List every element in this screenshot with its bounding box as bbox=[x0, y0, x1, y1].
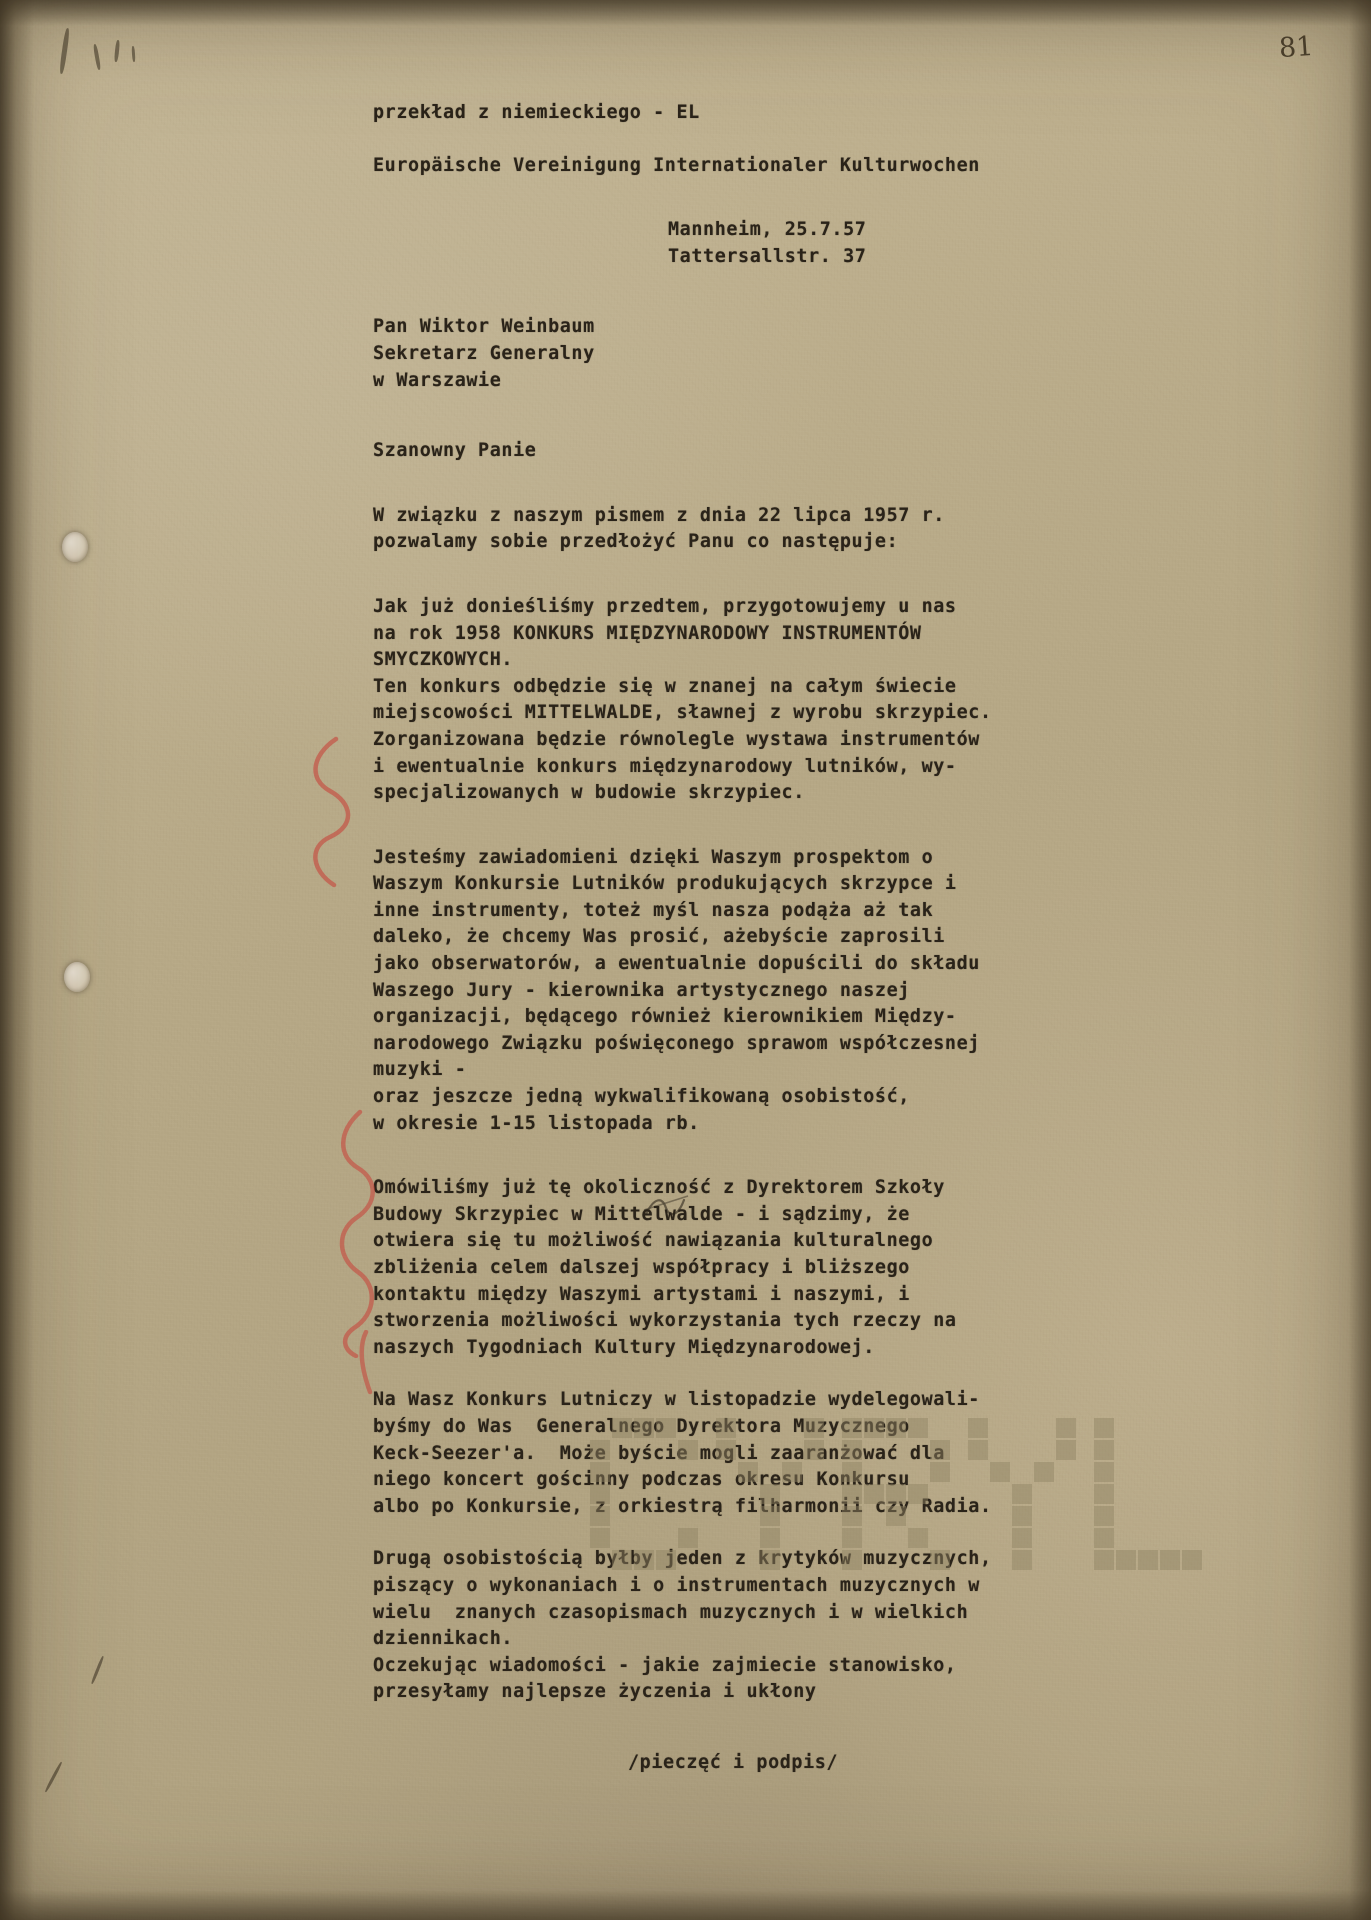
letter-line: SMYCZKOWYCH. bbox=[373, 649, 514, 671]
letter-line: dziennikach. bbox=[373, 1628, 514, 1650]
letter-line: Keck-Seezer'a. Może byście mogli zaaranżować dla bbox=[373, 1442, 945, 1464]
letter-line: Waszego Jury - kierownika artystycznego naszej bbox=[373, 979, 910, 1001]
letter-line: organizacji, będącego również kierownikiem Między- bbox=[373, 1006, 957, 1028]
watermark-cell bbox=[1182, 1550, 1202, 1570]
letter-spacer bbox=[373, 556, 1173, 594]
letter-line: Na Wasz Konkurs Lutniczy w listopadzie wydelegowali- bbox=[373, 1389, 980, 1411]
page-edge-shadow-right bbox=[1349, 0, 1371, 1920]
letter-line: Drugą osobistością byłby jeden z krytyków muzycznych, bbox=[373, 1548, 992, 1570]
letter-line: wielu znanych czasopismach muzycznych i w wielkich bbox=[373, 1601, 969, 1623]
letter-line: w Warszawie bbox=[373, 369, 502, 391]
letter-line: przekład z niemieckiego - EL bbox=[373, 102, 700, 123]
punch-hole bbox=[64, 962, 90, 992]
red-crayon-mark-left-upper bbox=[300, 735, 370, 890]
letter-line: muzyki - bbox=[373, 1059, 467, 1081]
letter-line: Budowy Skrzypiec w Mittelwalde - i sądzimy, że bbox=[373, 1203, 910, 1225]
letter-spacer bbox=[373, 394, 1173, 438]
letter-line: W związku z naszym pismem z dnia 22 lipca 1957 r. bbox=[373, 504, 945, 526]
letter-spacer bbox=[373, 270, 1173, 314]
letter-line: zbliżenia celem dalszej współpracy i bliższego bbox=[373, 1257, 910, 1278]
letter-line: inne instrumenty, toteż myśl nasza podąża aż tak bbox=[373, 899, 934, 921]
letter-spacer bbox=[373, 127, 1173, 153]
letter-spacer bbox=[373, 1361, 1173, 1387]
letter-line: albo po Konkursie, z orkiestrą filharmonii czy Radia. bbox=[373, 1495, 992, 1517]
paper-tear-mark bbox=[44, 1761, 63, 1792]
letter-spacer bbox=[373, 1520, 1173, 1546]
letter-line: w okresie 1-15 listopada rb. bbox=[373, 1112, 700, 1134]
letter-line: Jak już donieśliśmy przedtem, przygotowujemy u nas bbox=[373, 595, 957, 617]
letter-spacer bbox=[373, 465, 1173, 503]
letter-spacer bbox=[373, 1706, 1173, 1750]
letter-line: jako obserwatorów, a ewentualnie dopuścili do składu bbox=[373, 953, 980, 975]
letter-line: Omówiliśmy już tę okoliczność z Dyrektorem Szkoły bbox=[373, 1177, 945, 1199]
letter-body bbox=[373, 100, 1173, 1777]
letter-spacer bbox=[373, 179, 1173, 217]
letter-line: niego koncert gościnny podczas okresu Konkursu bbox=[373, 1469, 910, 1491]
punch-hole bbox=[62, 532, 88, 562]
letter-line: /pieczęć i podpis/ bbox=[628, 1751, 839, 1773]
letter-line: stworzenia możliwości wykorzystania tych rzeczy na bbox=[373, 1310, 957, 1332]
letter-line: Oczekując wiadomości - jakie zajmiecie stanowisko, bbox=[373, 1654, 957, 1676]
folio-number: 81 bbox=[1277, 30, 1315, 65]
letter-line: Szanowny Panie bbox=[373, 440, 537, 462]
letter-line: narodowego Związku poświęconego sprawom współczesnej bbox=[373, 1032, 980, 1054]
letter-line: pozwalamy sobie przedłożyć Panu co następuje: bbox=[373, 531, 899, 553]
page-edge-shadow-top bbox=[0, 0, 1371, 26]
paper-tear-mark bbox=[90, 1656, 104, 1685]
paper-tear-mark bbox=[59, 28, 70, 74]
letter-line: i ewentualnie konkurs międzynarodowy lutników, wy- bbox=[373, 755, 957, 777]
paper-tear-mark bbox=[114, 40, 120, 62]
letter-line: byśmy do Was Generalnego Dyrektora Muzycznego bbox=[373, 1415, 910, 1437]
letter-line: Jesteśmy zawiadomieni dzięki Waszym prospektom o bbox=[373, 846, 934, 868]
paper-tear-mark bbox=[93, 44, 101, 70]
letter-line: kontaktu między Waszymi artystami i naszymi, i bbox=[373, 1283, 910, 1305]
letter-line: Waszym Konkursie Lutników produkujących skrzypce i bbox=[373, 873, 957, 895]
letter-line: oraz jeszcze jedną wykwalifikowaną osobistość, bbox=[373, 1086, 910, 1108]
letter-line: Sekretarz Generalny bbox=[373, 342, 595, 364]
letter-line: Mannheim, 25.7.57 bbox=[668, 219, 867, 241]
letter-line: piszący o wykonaniach i o instrumentach muzycznych w bbox=[373, 1574, 980, 1596]
letter-line: specjalizowanych w budowie skrzypiec. bbox=[373, 782, 805, 804]
page-edge-shadow-bottom bbox=[0, 1890, 1371, 1920]
paper-tear-mark bbox=[131, 46, 135, 62]
letter-line: Tattersallstr. 37 bbox=[668, 245, 867, 267]
letter-line: Zorganizowana będzie równolegle wystawa instrumentów bbox=[373, 728, 980, 750]
letter-line: Pan Wiktor Weinbaum bbox=[373, 316, 595, 338]
letter-line: Europäische Vereinigung Internationaler Kulturwochen bbox=[373, 154, 980, 176]
letter-line: miejscowości MITTELWALDE, sławnej z wyrobu skrzypiec. bbox=[373, 702, 992, 724]
letter-spacer bbox=[373, 807, 1173, 845]
letter-line: na rok 1958 KONKURS MIĘDZYNARODOWY INSTRUMENTÓW bbox=[373, 622, 922, 644]
letter-line: otwiera się tu możliwość nawiązania kulturalnego bbox=[373, 1230, 934, 1252]
letter-line: naszych Tygodniach Kultury Międzynarodowej. bbox=[373, 1336, 875, 1358]
page-edge-shadow-left bbox=[0, 0, 34, 1920]
letter-spacer bbox=[373, 1137, 1173, 1175]
letter-line: Ten konkurs odbędzie się w znanej na całym świecie bbox=[373, 675, 957, 697]
letter-line: daleko, że chcemy Was prosić, ażebyście zaprosili bbox=[373, 926, 945, 948]
letter-line: przesyłamy najlepsze życzenia i ukłony bbox=[373, 1681, 817, 1703]
